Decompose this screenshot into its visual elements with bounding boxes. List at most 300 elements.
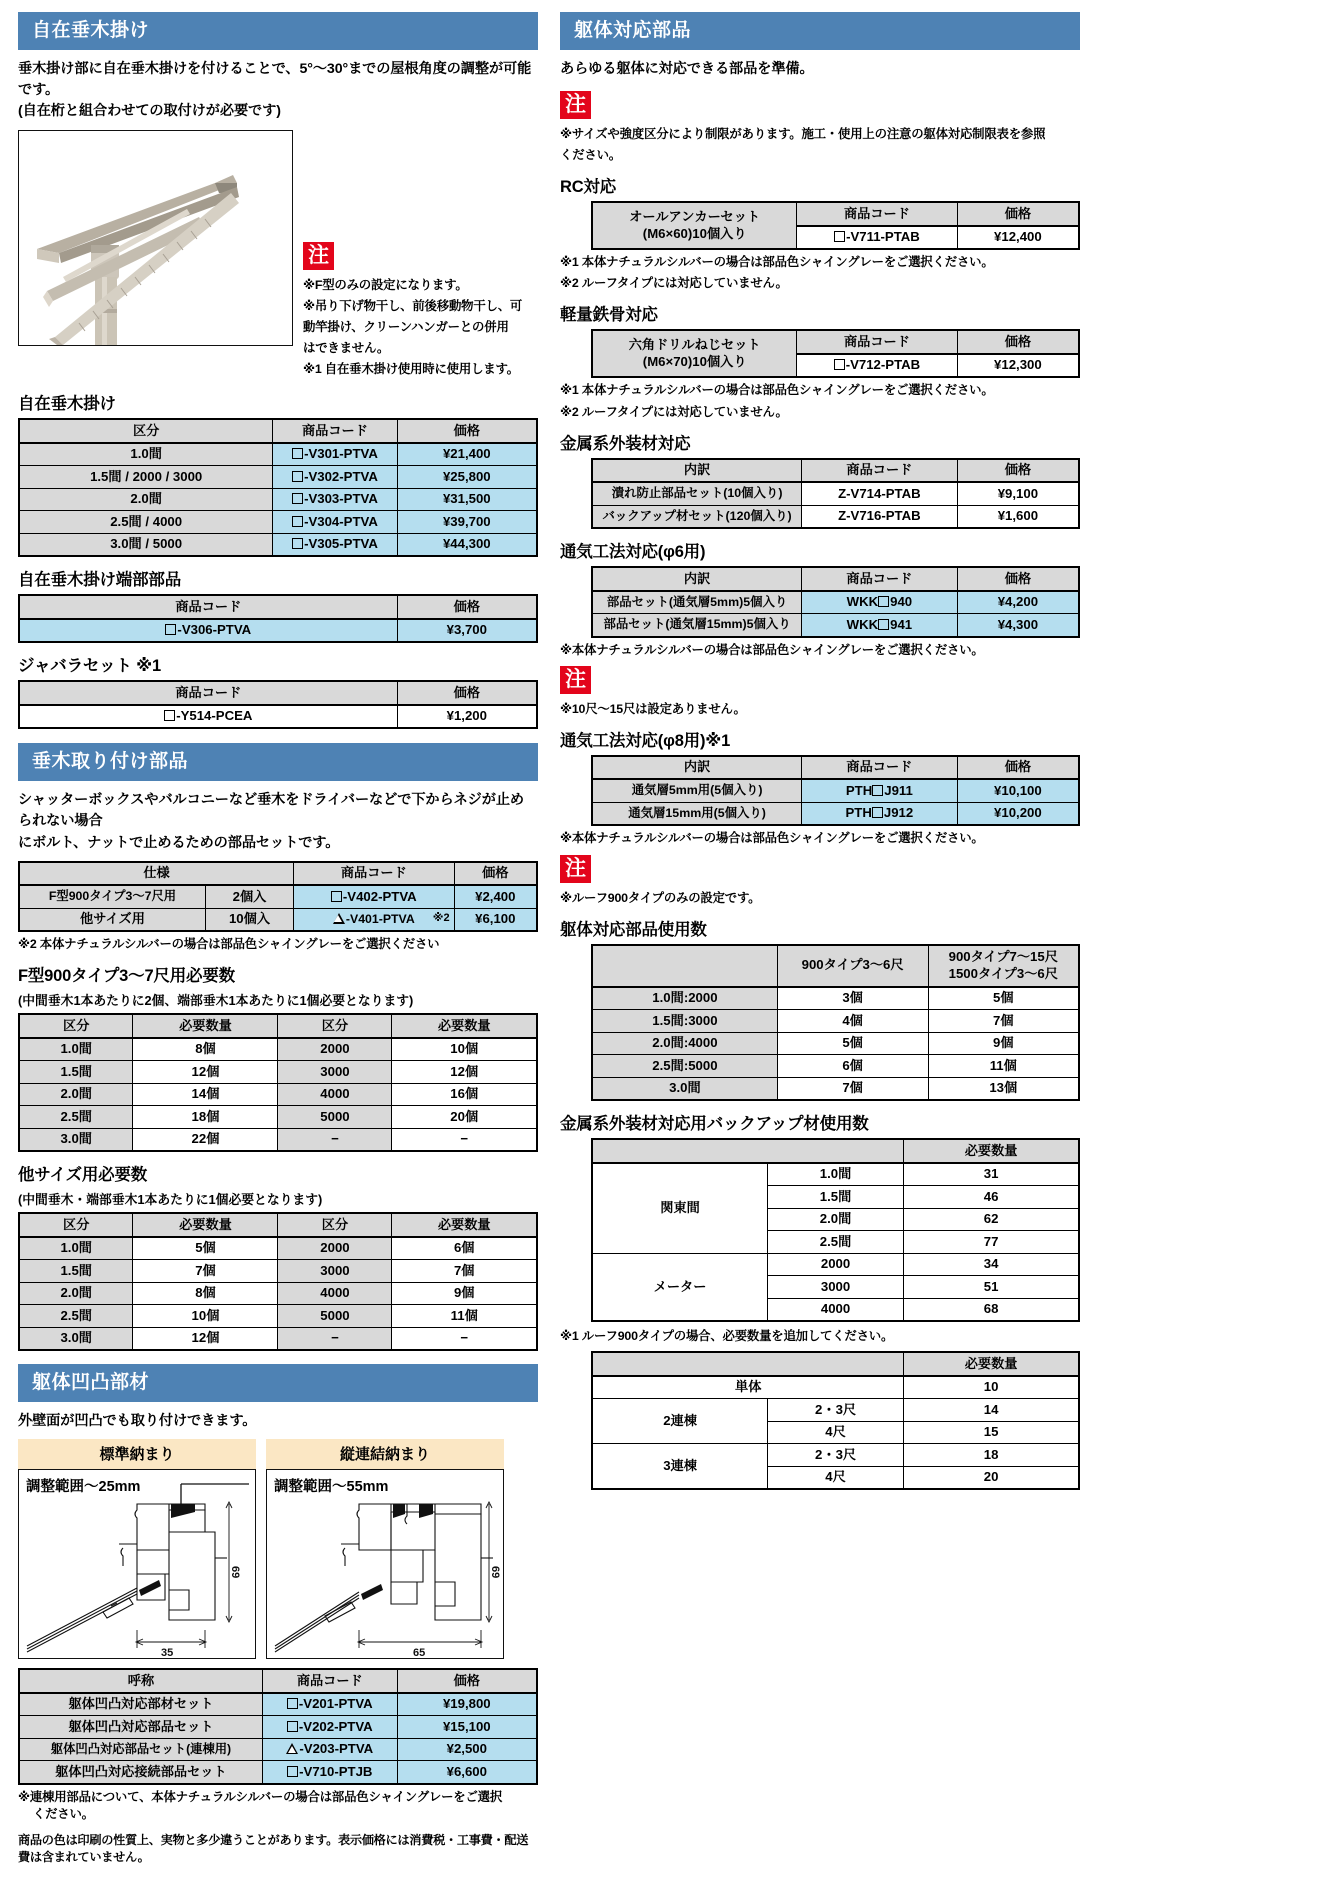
steel-note-0: ※1 本体ナチュラルシルバーの場合は部品色シャイングレーをご選択ください。 [560,383,994,398]
chu-badge-vent6: 注 [560,666,591,694]
cell: 2.5間 [19,1106,133,1129]
table-row [592,1055,1079,1078]
cell-qty: 2個入 [205,885,293,908]
square-icon [287,1698,298,1709]
svg-text:69: 69 [489,1566,501,1579]
square-icon [287,1721,298,1732]
section-band-kutai-taio: 躯体対応部品 [560,12,1080,50]
cell-qty: 31 [904,1163,1079,1186]
code-text: -V302-PTVA [304,468,378,484]
section-band-jizai: 自在垂木掛け [18,12,538,50]
table-row [19,1038,537,1061]
cell: 7個 [928,1010,1079,1033]
table-row [19,1061,537,1084]
table-row [592,505,1079,528]
th-usage-blank [592,945,777,987]
th-code: 商品コード [19,595,397,619]
jizai-note-2: 動竿掛け、クリーンハンガーとの併用 [303,319,509,334]
title-metal: 金属系外装材対応 [560,434,691,453]
cell-name: 躯体凹凸対応部品セット [19,1716,262,1739]
th-backup-blank [592,1139,904,1163]
table-row [19,1106,537,1129]
table-qty-f900 [18,1013,538,1152]
cell: 9個 [928,1032,1079,1055]
th-usage-900-3-6: 900タイプ3〜6尺 [777,945,928,987]
cell-size: 1.0間 [767,1163,903,1186]
cell: 7個 [392,1260,537,1283]
page-footer-disclaimer: 商品の色は印刷の性質上、実物と多少違うことがあります。表示価格には消費税・工事費・配送費は含まれていません。 [18,1832,529,1864]
cell-price: ¥19,800 [397,1693,537,1716]
table-row [19,619,537,643]
th-qty2: 必要数量 [392,1213,537,1237]
jizai-note-1: ※吊り下げ物干し、前後移動物干し、可 [303,298,523,313]
code-text: -V306-PTVA [177,622,252,638]
cell-size: 4000 [767,1298,903,1321]
title-steel: 軽量鉄骨対応 [560,306,658,325]
table-row [592,202,1079,226]
table-row [592,1010,1079,1033]
cell-qty: 68 [904,1298,1079,1321]
th-price: 価格 [957,202,1079,226]
cell-qty: 20 [904,1466,1079,1489]
table-jizai-taruki [18,418,538,557]
code-text: -V711-PTAB [846,229,920,245]
diagram-row [18,1439,538,1659]
table-row [592,614,1079,637]
th-code: 商品コード [802,756,958,780]
kutai-chu-note-line1: ※サイズや強度区分により制限があります。施工・使用上の注意の躯体対応制限表を参照 [560,127,1046,142]
cell: 2.5間 [19,1305,133,1328]
cell: 13個 [928,1077,1079,1100]
code-text: -V710-PTJB [299,1763,373,1779]
cell: 4000 [278,1083,392,1106]
cell-kubun: 2.5間 / 4000 [19,511,273,534]
cell: 2.0間 [19,1282,133,1305]
cell: 2.0間:4000 [592,1032,777,1055]
cell: 3個 [777,987,928,1010]
svg-text:35: 35 [161,1647,174,1659]
jizai-lead-line1: 垂木掛け部に自在垂木掛けを付けることで、5°〜30°までの屋根角度の調整が可能です。 [18,60,532,99]
cell-code [802,779,958,802]
taruki-lead-line2: にボルト、ナットで止めるための部品セットです。 [18,834,340,851]
th-price: 価格 [454,862,537,886]
cell: 12個 [392,1061,537,1084]
cell-price: ¥15,100 [397,1716,537,1739]
th-code: 商品コード [802,459,958,483]
table-row [19,511,537,534]
title-backup: 金属系外装材対応用バックアップ材使用数 [560,1115,869,1134]
vent8-chu-note: ※ルーフ900タイプのみの設定です。 [560,890,761,905]
cell-qty: 10 [904,1376,1079,1399]
svg-text:69: 69 [229,1566,241,1579]
table-row [592,330,1079,354]
code-prefix: PTH [845,782,873,798]
table-row [19,1305,537,1328]
taruki-note-2: ※2 本体ナチュラルシルバーの場合は部品色シャイングレーをご選択ください [18,937,440,952]
table-row [592,1032,1079,1055]
cell-price: ¥39,700 [397,511,537,534]
cell: 2.0間 [19,1083,133,1106]
cell-code [802,591,958,614]
cell: 1.5間:3000 [592,1010,777,1033]
cell-code: Z-V716-PTAB [802,505,958,528]
right-column [560,12,1080,1494]
cell-kubun: 1.0間 [19,443,273,466]
cell: 7個 [133,1260,278,1283]
cell-code [802,802,958,825]
table-row [592,1077,1079,1100]
jizai-note-3: はできません。 [303,340,390,355]
th-detail: 内訳 [592,756,801,780]
cell-screw-name [592,330,796,377]
th-code: 商品コード [294,862,455,886]
th-kubun: 区分 [19,1014,133,1038]
outotsu-note-line1: ※連棟用部品について、本体ナチュラルシルバーの場合は部品色シャイングレーをご選択 [18,1789,503,1804]
cell-price: ¥6,600 [397,1761,537,1784]
cell: 18個 [133,1106,278,1129]
table-backup-renmune [591,1351,1080,1490]
cell: 1.0間:2000 [592,987,777,1010]
triangle-icon [333,913,345,924]
th-price: 価格 [397,595,537,619]
table-row [592,1163,1079,1186]
table-row [19,1128,537,1151]
cell-price: ¥3,700 [397,619,537,643]
th-price: 価格 [397,1669,537,1693]
cell-size: 2.0間 [767,1208,903,1231]
table-row [19,533,537,556]
kutai-chu-note-line2: ください。 [560,148,621,163]
cell-qty: 62 [904,1208,1079,1231]
cell-price: ¥2,500 [397,1738,537,1761]
diagram-vertical [266,1439,504,1659]
title-usage: 躯体対応部品使用数 [560,920,707,939]
cell: 5000 [278,1106,392,1129]
square-icon [331,891,342,902]
diagram-vertical-label: 調整範囲〜55mm [274,1479,389,1496]
cell-spec: F型900タイプ3〜7尺用 [19,885,205,908]
cell-size: 3000 [767,1276,903,1299]
cell-qty: 51 [904,1276,1079,1299]
rc-note-1: ※2 ルーフタイプには対応していません。 [560,276,788,291]
table-steel [591,329,1080,378]
table-row [19,466,537,489]
cell-group-tantai: 単体 [592,1376,904,1399]
cell-code [262,1761,397,1784]
cell: 22個 [133,1128,278,1151]
table-row [19,885,537,908]
anchor-name-line1: オールアンカーセット [629,209,761,225]
outotsu-lead: 外壁面が凹凸でも取り付けできます。 [18,1413,257,1430]
table-row [19,1738,537,1761]
code-suffix: 941 [890,616,913,632]
code-suffix: J911 [884,782,913,798]
cell: 1.5間 [19,1061,133,1084]
cell-detail: 部品セット(通気層15mm)5個入り [592,614,801,637]
chu-badge-vent8: 注 [560,855,591,883]
square-icon [872,785,883,796]
cell-price: ¥4,200 [957,591,1079,614]
diagram-vertical-head: 縦連結納まり [266,1439,504,1469]
title-vent6: 通気工法対応(φ6用) [560,543,706,562]
table-qty-other [18,1212,538,1351]
table-row [592,482,1079,505]
screw-name-line1: 六角ドリルねじセット [628,337,761,353]
cell-price: ¥12,300 [957,354,1079,378]
cell-code [273,533,397,556]
cell: 7個 [777,1077,928,1100]
left-column [18,12,538,1865]
th-kubun2: 区分 [278,1213,392,1237]
cell: 1.0間 [19,1237,133,1260]
th-kubun2: 区分 [278,1014,392,1038]
th-code: 商品コード [797,202,958,226]
cell-price: ¥25,800 [397,466,537,489]
code-suffix: 940 [890,594,913,610]
code-prefix: WKK [846,594,879,610]
vent6-chu-note: ※10尺〜15尺は設定ありません。 [560,701,746,716]
cell-size: 2000 [767,1253,903,1276]
th-code: 商品コード [802,567,958,591]
cell-qty: 46 [904,1186,1079,1209]
code-text: -V203-PTVA [299,1741,374,1757]
code-text: -V305-PTVA [304,536,378,552]
th-detail: 内訳 [592,459,801,483]
cell-code [262,1716,397,1739]
cell-code [273,488,397,511]
cell: 4000 [278,1282,392,1305]
cell: 11個 [392,1305,537,1328]
table-row [19,705,537,729]
taruki-lead-line1: シャッターボックスやバルコニーなど垂木をドライバーなどで下からネジが止められない場合 [18,791,525,830]
code-note: ※2 [432,911,450,924]
th-code: 商品コード [797,330,958,354]
square-icon [292,538,303,549]
cell-code [797,226,958,250]
code-text: -V303-PTVA [304,491,378,507]
table-row [19,1761,537,1784]
cell: − [278,1128,392,1151]
cell-price: ¥6,100 [454,908,537,931]
cell: 2.5間:5000 [592,1055,777,1078]
cell-code [797,354,958,378]
chu-badge-kutai: 注 [560,91,591,119]
cell-price: ¥1,600 [957,505,1079,528]
th-line2: 1500タイプ3〜6尺 [948,965,1058,981]
square-icon [164,710,175,721]
cell: 5個 [928,987,1079,1010]
cell-detail: 潰れ防止部品セット(10個入り) [592,482,801,505]
th-renmune-qty: 必要数量 [904,1352,1079,1376]
title-qty-other: 他サイズ用必要数 [18,1166,148,1185]
square-icon [872,807,883,818]
cell-code [294,908,455,931]
cell: 2000 [278,1038,392,1061]
cell-price: ¥31,500 [397,488,537,511]
table-vent8 [591,755,1080,827]
square-icon [292,448,303,459]
cell: 3000 [278,1260,392,1283]
outotsu-note-line2: ください。 [32,1807,94,1822]
code-prefix: PTH [845,805,872,821]
subtitle-qty-other: (中間垂木・端部垂木1本あたりに1個必要となります) [18,1192,323,1208]
diagram-standard-label: 調整範囲〜25mm [26,1479,141,1496]
diagram-standard-head: 標準納まり [18,1439,256,1469]
cell-kubun: 3.0間 / 5000 [19,533,273,556]
section-drawing-vertical [267,1470,503,1658]
cell: 3000 [278,1061,392,1084]
cell: 1.5間 [19,1260,133,1283]
table-row [19,443,537,466]
cell: 5個 [133,1237,278,1260]
code-text: -V402-PTVA [342,888,417,904]
cell: 10個 [392,1038,537,1061]
cell: 3.0間 [19,1327,133,1350]
cell-code [262,1693,397,1716]
cell-qty: 14 [904,1399,1079,1422]
cell-detail: 部品セット(通気層5mm)5個入り [592,591,801,614]
code-text: -V301-PTVA [304,446,378,462]
steel-note-1: ※2 ルーフタイプには対応していません。 [560,404,788,419]
table-row [19,1282,537,1305]
svg-text:65: 65 [413,1647,426,1659]
table-taruki-spec [18,861,538,933]
th-detail: 内訳 [592,567,801,591]
cell-detail: バックアップ材セット(120個入り) [592,505,801,528]
jizai-note-0: ※F型のみの設定になります。 [303,277,468,292]
table-row [19,1693,537,1716]
cell-price: ¥1,200 [397,705,537,729]
cell-code [19,619,397,643]
table-row [592,1376,1079,1399]
cell-detail: 通気層5mm用(5個入り) [592,779,801,802]
cell-anchor-name [592,202,796,249]
jizai-lead [18,59,538,123]
diagram-standard-box [18,1469,256,1659]
cell-group-3ren: 3連棟 [592,1444,767,1490]
th-qty: 必要数量 [133,1213,278,1237]
table-row [19,1716,537,1739]
cell: 4個 [777,1010,928,1033]
cell: 11個 [928,1055,1079,1078]
cell: 5個 [777,1032,928,1055]
table-row [592,779,1079,802]
cell-sub: 2・3尺 [767,1399,903,1422]
cell: 5000 [278,1305,392,1328]
cell-code [273,443,397,466]
code-text: -V201-PTVA [298,1696,373,1712]
cell-sub: 2・3尺 [767,1444,903,1467]
cell: 6個 [392,1237,537,1260]
table-jizai-endparts [18,594,538,643]
code-prefix: WKK [846,616,879,632]
code-text: -V202-PTVA [298,1718,373,1734]
cell-name: 躯体凹凸対応部材セット [19,1693,262,1716]
table-backup-counts [591,1138,1080,1322]
table-rc [591,201,1080,250]
kutai-lead: あらゆる躯体に対応できる部品を準備。 [560,60,814,77]
table-row [19,1327,537,1350]
subtitle-qty-f900: (中間垂木1本あたりに2個、端部垂木1本あたりに1個必要となります) [18,993,414,1009]
th-code: 商品コード [19,681,397,705]
th-spec: 仕様 [19,862,294,886]
code-text: -V304-PTVA [304,513,378,529]
section-band-taruki-parts: 垂木取り付け部品 [18,743,538,781]
square-icon [834,359,845,370]
jizai-photo-notes [303,130,535,382]
cell: 12個 [133,1061,278,1084]
table-row [19,1260,537,1283]
cell-group-2ren: 2連棟 [592,1399,767,1444]
square-icon [165,624,176,635]
th-kubun: 区分 [19,1213,133,1237]
th-price: 価格 [397,419,537,443]
table-row [592,987,1079,1010]
table-row [592,802,1079,825]
table-kutai-outotsu [18,1668,538,1785]
product-photo-jizai [18,130,293,346]
section-drawing-standard [19,1470,255,1658]
cell: 2000 [278,1237,392,1260]
th-kubun: 区分 [19,419,273,443]
rafter-bracket-illustration [19,131,292,345]
th-code: 商品コード [273,419,397,443]
cell-size: 2.5間 [767,1231,903,1254]
jizai-note-4: ※1 自在垂木掛け使用時に使用します。 [303,362,519,377]
cell-qty: 10個入 [205,908,293,931]
cell: 16個 [392,1083,537,1106]
table-vent6 [591,566,1080,638]
th-renmune-blank [592,1352,904,1376]
code-text: -Y514-PCEA [176,708,253,724]
cell-qty: 77 [904,1231,1079,1254]
chu-badge-jizai: 注 [303,242,334,270]
table-jabara-set [18,680,538,729]
anchor-name-line2: (M6×60)10個入り [642,225,747,241]
cell: − [392,1327,537,1350]
cell-code [19,705,397,729]
table-row [592,1253,1079,1276]
table-row [19,1083,537,1106]
cell: 14個 [133,1083,278,1106]
cell-price: ¥21,400 [397,443,537,466]
taruki-lead [18,790,538,854]
th-price: 価格 [957,567,1079,591]
th-qty: 必要数量 [133,1014,278,1038]
cell: 1.0間 [19,1038,133,1061]
diagram-vertical-box [266,1469,504,1659]
table-title-jabara: ジャバラセット ※1 [18,657,161,676]
cell-group-kanto: 関東間 [592,1163,767,1254]
square-icon [287,1766,298,1777]
th-backup-qty: 必要数量 [904,1139,1079,1163]
cell: 3.0間 [19,1128,133,1151]
cell-qty: 34 [904,1253,1079,1276]
cell-spec: 他サイズ用 [19,908,205,931]
table-row [592,1399,1079,1422]
cell-price: ¥9,100 [957,482,1079,505]
cell-sub: 4尺 [767,1466,903,1489]
cell-price: ¥2,400 [454,885,537,908]
cell-code [262,1738,397,1761]
square-icon [834,231,845,242]
table-metal [591,458,1080,530]
cell-price: ¥10,100 [957,779,1079,802]
cell: 8個 [133,1282,278,1305]
jizai-lead-line2: (自在桁と組合わせての取付けが必要です) [18,103,281,120]
square-icon [292,516,303,527]
triangle-icon [286,1743,298,1754]
